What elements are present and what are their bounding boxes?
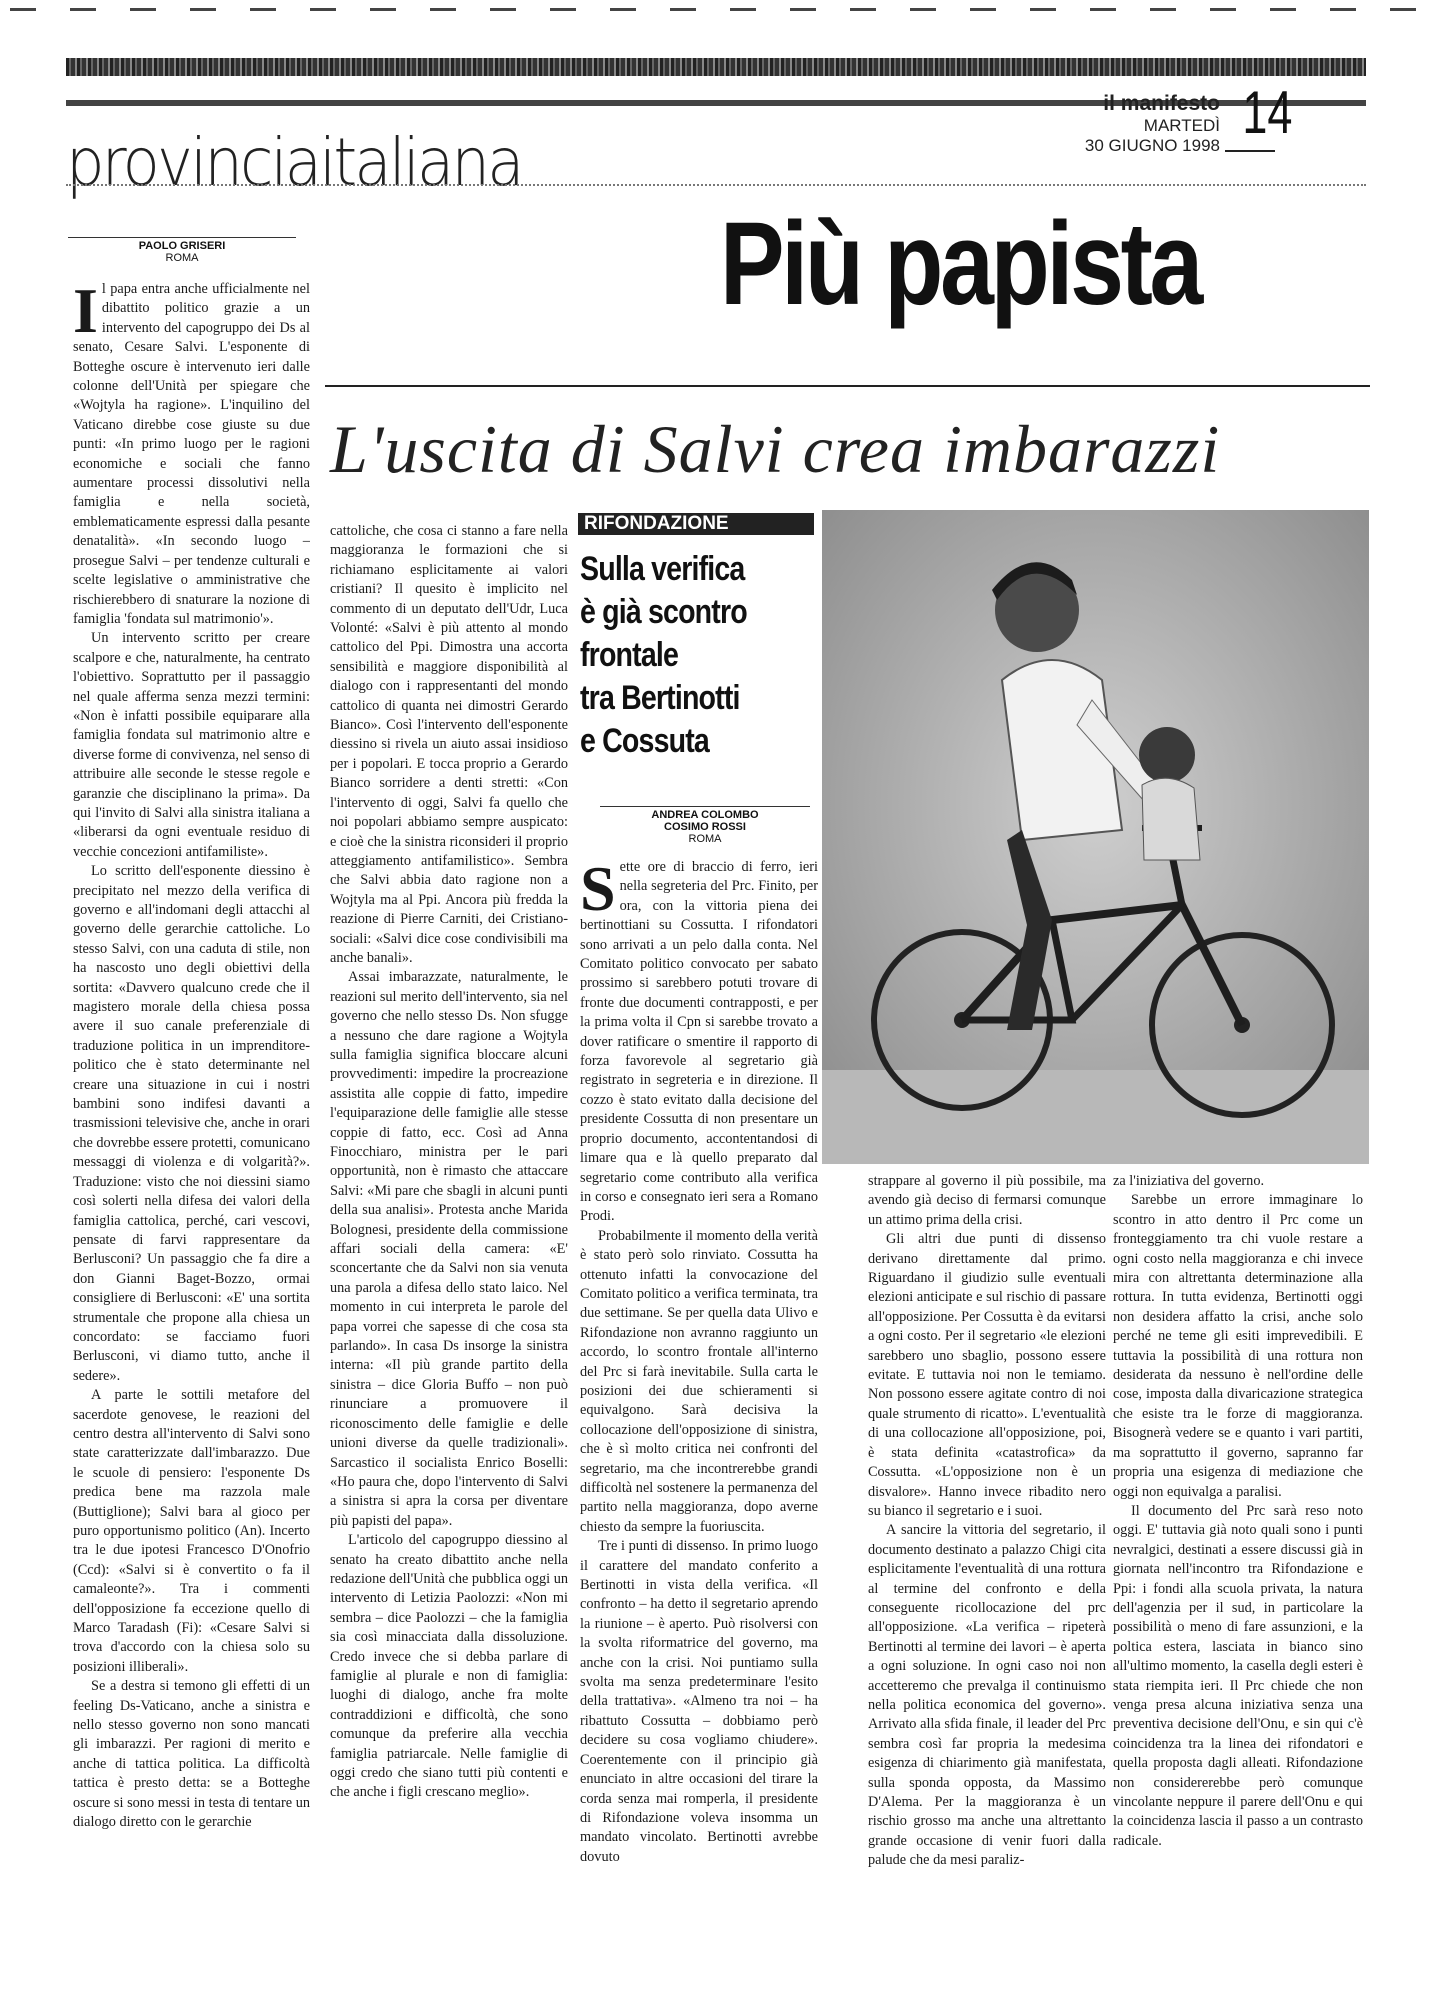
drop-cap: S: [580, 858, 616, 924]
paragraph: Sarebbe un errore immaginare lo scontro in atto dentro il Prc come un fronteggiamento tra chi vuole restare a ogni costo nella maggioranza e chi invece mira con altrettanta determinazione alla rottura. In tutta evidenza, Bertinotti oggi non desidera affatto la crisi, anche solo perché ne teme gli esiti imprevedibili. E tuttavia la possibilità di una rottura non desiderata da nessuno è nell'ordine delle cose, imposta dalla divaricazione strategica che esiste tra le forze di maggioranza. Bisognerà vedere se e quanto i vari partiti, ma soprattutto il governo, sapranno far propria una esigenza di mediazione che oggi non equivalga a paralisi.: [1113, 1192, 1363, 1500]
side-byline-rule: [600, 806, 810, 807]
publication-name: il manifesto: [1103, 92, 1220, 115]
byline-location: ROMA: [688, 833, 722, 845]
paragraph: Se a destra si temono gli effetti di un feeling Ds-Vaticano, anche a sinistra e nello stesso governo non sono mancati gli imbarazzi. Per ragioni di merito e anche di tattica politica. La difficoltà tattica è presto detta: se a Botteghe oscure si sono messi in testa di tentare un dialogo diretto con le gerarchie: [73, 1678, 310, 1831]
weekday: MARTEDÌ: [1143, 116, 1220, 135]
side-column-1: [580, 858, 818, 1983]
paragraph: Un intervento scritto per creare scalpore e che, naturalmente, ha centrato l'obiettivo. Soprattutto per il passaggio nel quale afferma senza mezzi termini: «Non è infatti possibile equiparare alla famiglia fondata sul matrimonio altre e diverse forme di convivenza, nel senso di attribuire alle seconde le stesse regole e garanzie che disciplinano la prima». Da qui l'invito di Salvi alla sinistra italiana a «liberarsi da ogni eventuale residuo di vecchie concezioni antifamiliste».: [73, 630, 310, 860]
byline-rule-top: [68, 237, 296, 238]
paragraph: Lo scritto dell'esponente diessino è precipitato nel mezzo della verifica di governo e all'indomani degli attacchi al governo delle gerarchie cattoliche. Lo stesso Salvi, con una caduta di stile, non ha nascosto uno degli obiettivi della sortita: «Davvero qualcuno crede che il magistero morale della chiesa possa avere il suo canale preferenziale di traduzione politica in un imprenditore-politico che è stato determinante nel creare una situazione in cui i nostri bambini sono indifesi davanti a trasmissioni televisive che, anche in orari che dovrebbe essere protetti, comunicano messaggi di violenza e di volgarità?». Traduzione: visto che noi diessini siamo così solerti nella difesa dei valori della famiglia cattolica, perché, cari vescovi, pensate di farvi rappresentare da Berlusconi? Un passaggio che fa dire a don Gianni Baget-Bozzo, ormai consigliere di Berlusconi: «E' una sortita strumentale che propone alla chiesa un concordato: se facciamo fuori Berlusconi, vi diamo tutto, anche il sedere».: [73, 863, 310, 1384]
main-byline: [68, 240, 296, 264]
paragraph: L'articolo del capogruppo diessino al senato ha creato dibattito anche nella redazione dell'Unità che pubblica oggi un intervento di Letizia Paolozzi: «Non mi sembra – dice Paolozzi – che la famiglia sia così minacciata dalla dissoluzione. Credo invece che si debba parlare di famiglie al plurale e non di famiglia: luoghi di dialogo, anche fra molte contraddizioni e difficoltà, che sono comunque da preferire alla vecchia famiglia patriarcale. Nelle famiglie di oggi credo che siano tutti più contenti e che anche i figli crescano meglio».: [330, 1532, 568, 1801]
byline-author: COSIMO ROSSI: [664, 821, 746, 833]
byline-author: PAOLO GRISERI: [138, 240, 226, 252]
photo-illustration: [822, 510, 1369, 1164]
paragraph: Tre i punti di dissenso. In primo luogo il carattere del mandato conferito a Bertinotti in vista della verifica. «Il confronto – ha detto il segretario aprendo la riunione – è aperto. Può risolversi con la svolta riformatrice del governo, ma anche con la crisi. Noi puntiamo sulla svolta ma senza predeterminare l'esito della trattativa». «Almeno tra noi – ha ribattuto Cossutta – dobbiamo però decidere su cosa vogliamo chiudere». Coerentemente con il principio già enunciato in altre occasioni del tirare la corda senza mai romperla, il presidente di Rifondazione voleva insomma un mandato vincolato. Bertinotti avrebbe dovuto: [580, 1538, 818, 1865]
main-column-2: [330, 522, 568, 1982]
section-title: provinciaitaliana: [66, 124, 522, 201]
paragraph: A parte le sottili metafore del sacerdote genovese, le reazioni del centro destra all'intervento di Salvi sono state caratterizzate dall'imbarazzo. Due le scuole di pensiero: l'esponente Ds predica bene ma razzola male (Buttiglione); Salvi bara al gioco per puro opportunismo politico (An). Incerto tra le due ipotesi Francesco D'Onofrio (Ccd): «Salvi si è convertito o fa il camaleonte?». Tra i commenti dell'opposizione fa eccezione quello di Marco Taradash (Fi): «Cesare Salvi si trova d'accordo con la chiesa solo su posizioni illiberali».: [73, 1387, 310, 1675]
paragraph: A sancire la vittoria del segretario, il documento destinato a palazzo Chigi cita esplicitamente l'eventualità di una rottura al termine del confronto e della conseguente ricollocazione del prc all'opposizione. «La verifica – ripeterà Bertinotti al termine dei lavori – è aperta a ogni soluzione. In ogni caso noi non accetteremo che prevalga il continuismo nella politica economica del governo». Arrivato alla sfida finale, il leader del Prc sembra così far propria la medesima esigenza di chiarimento già manifestata, sulla sponda opposta, da Massimo D'Alema. Per la maggioranza è un rischio grosso ma anche una altrettanto grande occasione di venir fuori dalla palude che da mesi paraliz-: [868, 1522, 1106, 1869]
issue-date: 30 GIUGNO 1998: [1084, 136, 1220, 155]
side-kicker: RIFONDAZIONE: [578, 513, 814, 535]
paragraph: Il documento del Prc sarà reso noto oggi. E' tuttavia già noto quali sono i punti nevralgici, destinati a essere discussi già in giornata nell'incontro tra Rifondazione e Ppi: i fondi alla scuola privata, la natura dell'agenzia per il sud, in particolare la possibilità o meno di fare assunzioni, e la poltica estera, lasciata in bianco sino all'ultimo momento, la casella degli esteri è stata riempita ieri. Il Prc chiede che non venga presa alcuna iniziativa senza una preventiva decisione dell'Onu, e sin qui c'è coincidenza tra la linea dei rifondatori e quella proposta dagli alleati. Rifondazione non considererebbe però comunque vincolante neppure il parere dell'Onu e qui la coincidenza lascia il passo a un contrasto radicale.: [1113, 1502, 1363, 1849]
top-perforation: [0, 0, 1429, 20]
paragraph: ette ore di braccio di ferro, ieri nella segreteria del Prc. Finito, per ora, con la vittoria piena dei bertinottiani su Cossutta. I rifondatori sono arrivati a un pelo dalla conta. Nel Comitato politico convocato per sabato prossimo si sarebbero potuti trovare di fronte due documenti contrapposti, e per la prima volta il Cpn si sarebbe trovato a dover ratificare o smentire il rapporto di forza favorevole al segretario già registrato in segreteria e in direzione. Il cozzo è stato evitato dalla decisione del presidente Cossutta di non presentare un proprio documento, accontentandosi di limare qua e là quello preparato dal segretario come contributo alla verifica in corso e consegnato ieri sera a Romano Prodi.: [580, 859, 818, 1225]
paragraph: Probabilmente il momento della verità è stato però solo rinviato. Cossutta ha ottenuto infatti la convocazione del Comitato politico a verifica terminata, tra due settimane. Se per quella data Ulivo e Rifondazione non avranno raggiunto un accordo, lo scontro frontale all'interno del Prc si farà inevitabile. Sulla carta le posizioni dei due schieramenti si equivalgono. Sarà decisiva la collocazione dell'opposizione di sinistra, che è sì molto critica nei confronti del segretario, ma che incontrerebbe grandi difficoltà nel sostenere la permanenza del partito nella maggioranza, dopo averne chiesto da sempre la fuoriuscita.: [580, 1227, 818, 1535]
paragraph: l papa entra anche ufficialmente nel dibattito politico grazie a un intervento del capogruppo dei Ds al senato, Cesare Salvi. L'esponente di Botteghe oscure è intervenuto ieri dalle colonne dell'Unità per spiegare che «Wojtyla ha ragione». L'inquilino del Vaticano direbbe cose giuste su due punti: «In primo luogo per le ragioni economiche e sociali che fanno aumentare processi dissolutivi nella famiglia e nella società, emblematicamente espressi dalla pesante denatalità». «In secondo luogo – prosegue Salvi – per tendenze culturali e scelte legislative o amministrative che rischierebbero di snaturare la nozione di famiglia 'fondata sul matrimonio'».: [73, 281, 310, 627]
photo-man-on-bicycle: [822, 510, 1369, 1164]
side-byline: [600, 809, 810, 845]
drop-cap: I: [73, 280, 98, 346]
paragraph: Gli altri due punti di dissenso derivano direttamente dal primo. Riguardano il giudizio sulle eventuali elezioni anticipate e sul rischio di passare all'opposizione. Per Cossutta è da evitarsi a ogni costo. Per il segretario «le elezioni sarebbero uno sbaglio, possono essere evitate. E tuttavia noi non le temiamo. Non possono essere agitate contro di noi quale strumento di ricatto». L'eventualità di una collocazione all'opposizione, poi, è stata definita «catastrofica» da Cossutta. «L'opposizione non è un disvalore». Hanno invece ribadito nero su bianco il segretario e i suoi.: [868, 1231, 1106, 1519]
paragraph: za l'iniziativa del governo.: [1113, 1173, 1265, 1189]
page-number-underline: [1225, 150, 1275, 152]
main-subheadline: L'uscita di Salvi crea imbarazzi: [330, 411, 1221, 487]
headline-rule: [325, 385, 1370, 387]
page-number: 14: [1242, 79, 1293, 146]
main-headline: Più papista: [720, 198, 1201, 330]
masthead-band: [66, 58, 1366, 76]
side-headline: Sulla verifica è già scontro frontale tra Bertinotti e Cossuta: [580, 550, 747, 760]
byline-location: ROMA: [165, 252, 199, 264]
side-column-3: [1113, 1172, 1363, 1982]
main-column-1: [73, 280, 310, 1980]
paragraph: cattoliche, che cosa ci stanno a fare nella maggioranza le formazioni che si richiamano esplicitamente ai valori cristiani? Il quesito è implicito nel commento di un deputato dell'Udr, Luca Volonté: «Salvi è più attento al mondo cattolico del Ppi. Dimostra una accorta sensibilità e maggiore disponibilità al dialogo con i rappresentanti del mondo cattolico di quanta nei dimostri Gerardo Bianco». Così l'intervento dell'esponente diessino si rivela un aiuto assai insidioso per i popolari. E tocca proprio a Gerardo Bianco sorridere a denti stretti: «Con l'intervento di oggi, Salvi fa quello che noi popolari abbiamo sempre auspicato: e cioè che la sinistra riconsideri il proprio atteggiamento antifamilistico». Sembra che Salvi abbia dato ragione non a Wojtyla ma al Ppi. Ancora più fredda la reazione di Pierre Carniti, dei Cristiano-sociali: «Salvi dice cose condivisibili ma anche banali».: [330, 523, 568, 966]
side-column-2: [868, 1172, 1106, 1982]
byline-author: ANDREA COLOMBO: [651, 809, 759, 821]
masthead-dotted-rule: [66, 184, 1366, 186]
publication-info: [1080, 92, 1220, 156]
paragraph: strappare al governo il più possibile, ma avendo già deciso di fermarsi comunque un attimo prima della crisi.: [868, 1173, 1106, 1228]
paragraph: Assai imbarazzate, naturalmente, le reazioni sul merito dell'intervento, sia nel governo che nello stesso Ds. Non sfugge a nessuno che dare ragione a Wojtyla sulla famiglia significa bloccare alcuni provvedimenti: impedire la procreazione assistita alle coppie di fatto, impedire l'equiparazione delle famiglie alle stesse coppie di fatto, ecc. Così ad Anna Finocchiaro, ministra per le pari opportunità, non è rimasto che attaccare Salvi: «Mi pare che sbagli in alcuni punti della sua analisi». Protesta anche Marida Bolognesi, presidente della commissione affari sociali della camera: «E' sconcertante che da Salvi non sia venuta una parola a difesa dello stato laico. Nel momento in cui interpreta le parole del papa vorrei che sapesse di che cosa sta parlando». In casa Ds insorge la sinistra interna: «Il più grande partito della sinistra – dice Gloria Buffo – non può rinunciare a promuovere il riconoscimento delle famiglie e delle unioni diverse da quelle tradizionali». Sarcastico il socialista Enrico Boselli: «Ho paura che, dopo l'intervento di Salvi a sinistra si apra la corsa per diventare più papisti del papa».: [330, 969, 568, 1529]
